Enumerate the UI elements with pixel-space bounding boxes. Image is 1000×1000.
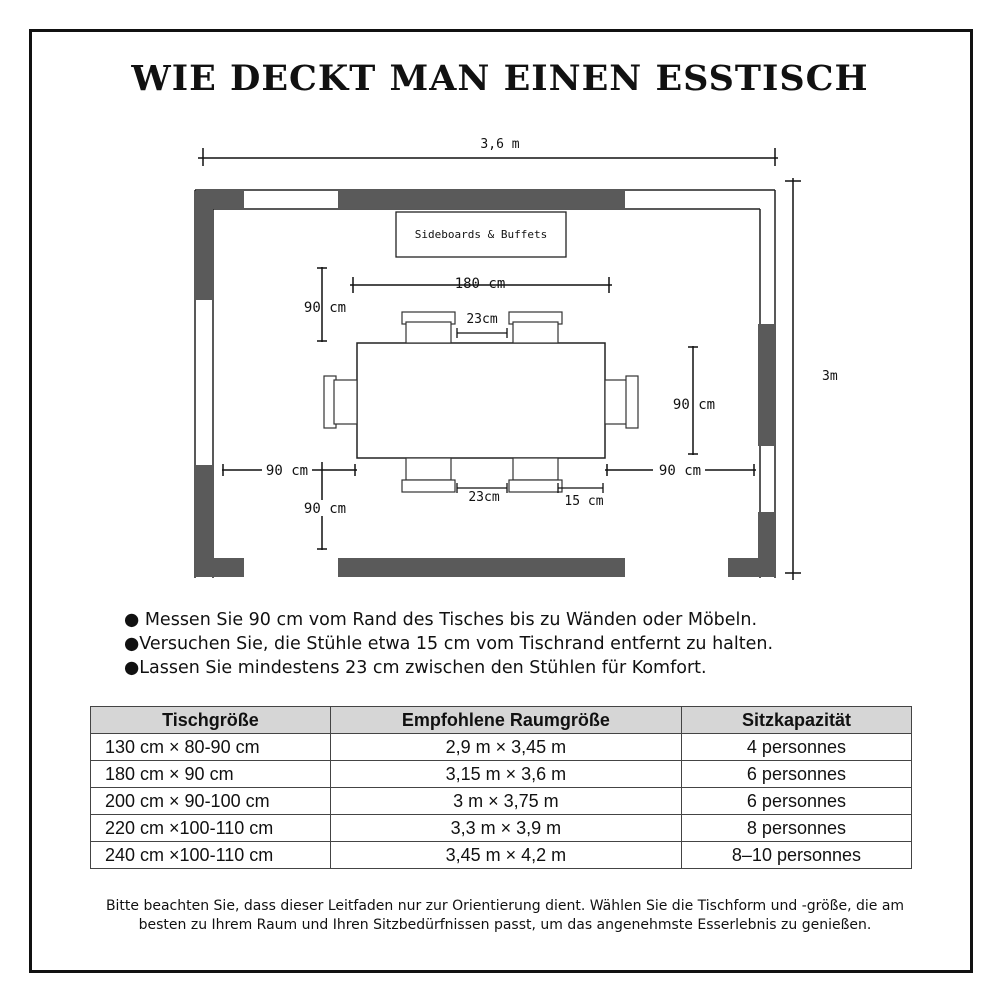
cell-room-size: 3,45 m × 4,2 m [330, 842, 681, 869]
room-width-label: 3,6 m [480, 137, 520, 152]
cell-room-size: 3,3 m × 3,9 m [330, 815, 681, 842]
cell-table-size: 220 cm ×100-110 cm [91, 815, 331, 842]
tip-item: ● Messen Sie 90 cm vom Rand des Tisches bis zu Wänden oder Möbeln. [124, 610, 758, 630]
chair-edge-dimension [558, 483, 603, 493]
cell-seating: 8 personnes [681, 815, 911, 842]
chair-gap-top-label: 23cm [466, 312, 498, 327]
sideboard-label: Sideboards & Buffets [414, 228, 548, 241]
room-depth-label: 3m [822, 369, 838, 384]
chair-gap-bottom-label: 23cm [468, 490, 500, 505]
table-header-row [91, 707, 912, 734]
chair-left-end [324, 376, 357, 428]
cell-seating: 6 personnes [681, 788, 911, 815]
table-width-label: 90 cm [672, 397, 716, 413]
cell-room-size: 3 m × 3,75 m [330, 788, 681, 815]
chair-right-end [605, 376, 638, 428]
room-depth-dimension [785, 178, 801, 580]
chair-edge-label: 15 cm [564, 494, 604, 509]
cell-room-size: 2,9 m × 3,45 m [330, 734, 681, 761]
header-table-size: Tischgröße [91, 707, 331, 734]
footnote: Bitte beachten Sie, dass dieser Leitfaden nur zur Orientierung dient. Wählen Sie die Tischform und -größe, die am besten zu Ihrem Raum und Ihren Sitzbedürfnissen passt, um das angenehmste Esserlebnis zu genießen. [105, 898, 905, 933]
dining-table [357, 343, 605, 458]
table-row [91, 761, 912, 788]
cell-table-size: 240 cm ×100-110 cm [91, 842, 331, 869]
chair-top-left [402, 312, 455, 343]
cell-room-size: 3,15 m × 3,6 m [330, 761, 681, 788]
table-row [91, 734, 912, 761]
header-seating: Sitzkapazität [681, 707, 911, 734]
clearance-top-label: 90 cm [303, 300, 347, 316]
table-row [91, 815, 912, 842]
cell-seating: 6 personnes [681, 761, 911, 788]
cell-table-size: 130 cm × 80-90 cm [91, 734, 331, 761]
cell-seating: 8–10 personnes [681, 842, 911, 869]
header-room-size: Empfohlene Raumgröße [330, 707, 681, 734]
clearance-left-label: 90 cm [265, 463, 309, 479]
tips-list [124, 608, 773, 680]
cell-table-size: 180 cm × 90 cm [91, 761, 331, 788]
cell-seating: 4 personnes [681, 734, 911, 761]
size-table [90, 706, 912, 869]
table-row [91, 842, 912, 869]
chair-bottom-left [402, 458, 455, 492]
table-row [91, 788, 912, 815]
clearance-right-label: 90 cm [658, 463, 702, 479]
chair-bottom-right [509, 458, 562, 492]
page-title: WIE DECKT MAN EINEN ESSTISCH [131, 58, 869, 99]
tip-item: ●Versuchen Sie, die Stühle etwa 15 cm vom Tischrand entfernt zu halten. [124, 634, 774, 654]
table-length-label: 180 cm [454, 276, 506, 292]
chair-top-right [509, 312, 562, 343]
clearance-bottom-label: 90 cm [303, 501, 347, 517]
cell-table-size: 200 cm × 90-100 cm [91, 788, 331, 815]
chair-gap-top-dimension [457, 328, 507, 338]
tip-item: ●Lassen Sie mindestens 23 cm zwischen den Stühlen für Komfort. [124, 658, 707, 678]
